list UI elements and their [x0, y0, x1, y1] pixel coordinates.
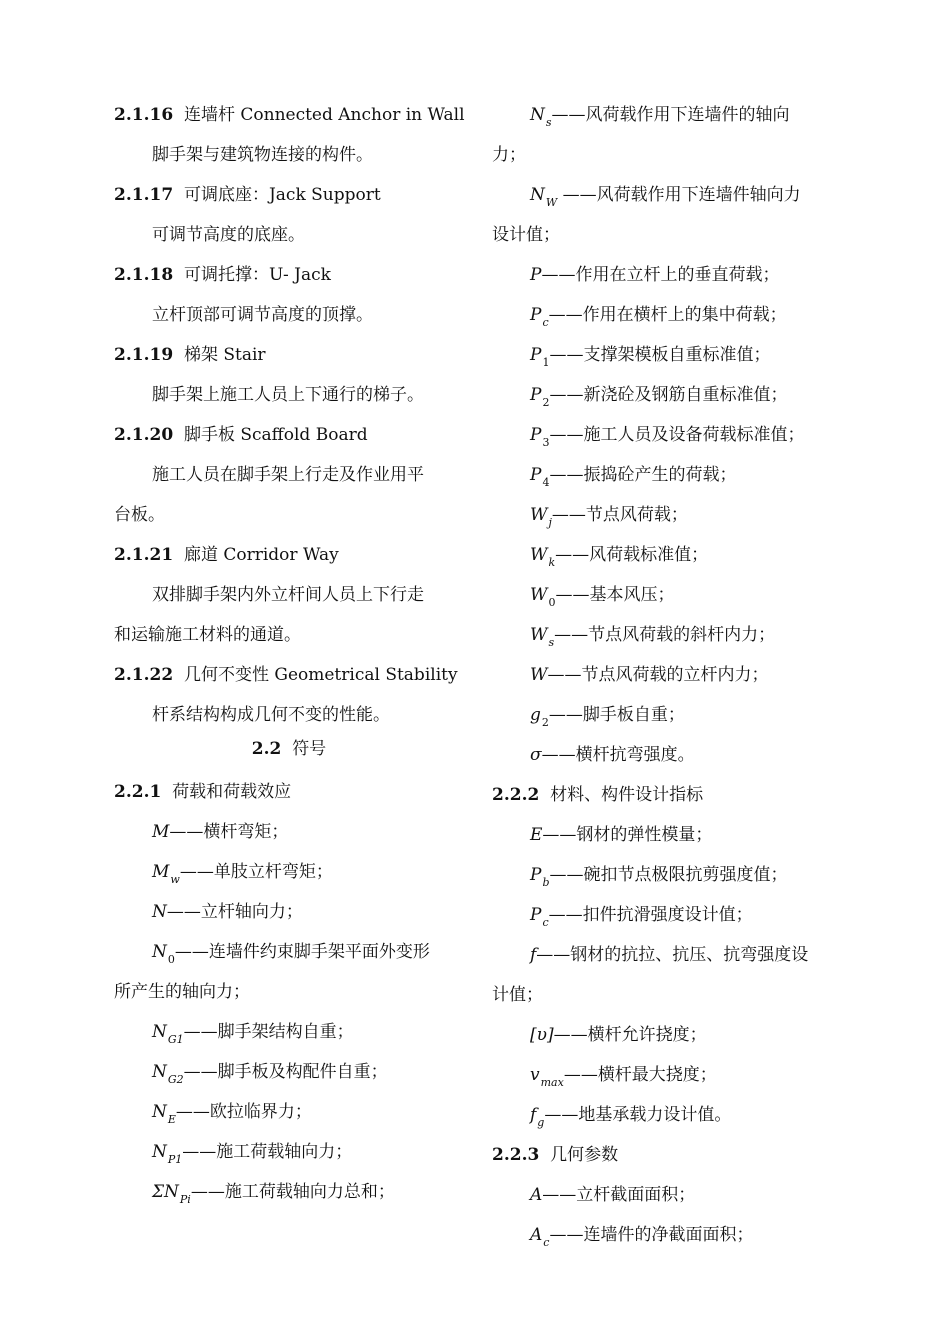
symbol-entry	[530, 384, 788, 409]
symbol-subscript: g	[537, 1116, 545, 1129]
symbol-definition: ——立杆轴向力；	[166, 902, 303, 922]
symbol-entry	[530, 344, 771, 369]
symbol-subscript: b	[542, 876, 550, 889]
symbol: W	[530, 665, 548, 685]
symbol-definition: ——脚手板自重；	[548, 705, 685, 725]
symbol-entry	[530, 464, 737, 489]
symbol-entry	[152, 1181, 395, 1206]
symbol-definition: ——地基承载力设计值。	[544, 1105, 732, 1125]
symbol-entry	[530, 864, 788, 889]
symbol-subscript: c	[542, 916, 549, 929]
symbol: E	[530, 825, 543, 845]
symbol-definition: ——风荷载标准值；	[555, 545, 709, 565]
symbol-definition: ——横杆最大挠度；	[563, 1065, 717, 1085]
symbol-definition: ——横杆抗弯强度。	[541, 745, 695, 765]
term-number: 2.1.22	[114, 665, 174, 685]
symbol: W	[530, 625, 548, 645]
symbol: N	[530, 185, 545, 205]
symbol: P	[530, 265, 542, 285]
symbol: W	[530, 545, 548, 565]
subsection-heading	[492, 1144, 618, 1166]
symbol-entry	[530, 664, 768, 686]
symbol-entry	[152, 861, 333, 886]
subsection-number: 2.2.1	[114, 782, 162, 802]
symbol-entry	[530, 1224, 754, 1249]
symbol-subscript: 4	[542, 476, 550, 489]
term-description: 施工人员在脚手架上行走及作业用平	[152, 465, 424, 485]
symbol-entry	[530, 264, 779, 286]
symbol-subscript: j	[548, 516, 552, 529]
term-description-cont: 和运输施工材料的通道。	[114, 625, 301, 645]
symbol: P	[530, 345, 542, 365]
symbol-entry	[152, 901, 303, 923]
term-title: 连墙杆 Connected Anchor in Wall	[183, 105, 465, 125]
symbol-entry	[152, 1101, 312, 1126]
term-description: 双排脚手架内外立杆间人员上下行走	[152, 585, 424, 605]
symbol-definition: ——横杆弯矩；	[169, 822, 289, 842]
symbol: [υ]	[530, 1025, 554, 1045]
symbol-subscript: w	[170, 873, 180, 886]
term-heading	[114, 264, 331, 286]
symbol-subscript: 0	[548, 596, 556, 609]
symbol: P	[530, 905, 542, 925]
term-description-cont: 台板。	[114, 505, 165, 525]
symbol-definition: ——施工荷载轴向力总和；	[190, 1182, 395, 1202]
term-heading	[114, 664, 458, 686]
symbol-entry	[530, 904, 753, 929]
symbol-definition: ——碗扣节点极限抗剪强度值；	[549, 865, 788, 885]
symbol: N	[152, 902, 167, 922]
symbol-definition: ——节点风荷载；	[551, 505, 688, 525]
symbol-definition: ——脚手板及构配件自重；	[183, 1062, 388, 1082]
symbol: A	[530, 1225, 543, 1245]
symbol-definition: ——节点风荷载的立杆内力；	[547, 665, 769, 685]
symbol-definition: ——连墙件约束脚手架平面外变形	[174, 942, 430, 962]
symbol-definition-cont: 设计值；	[492, 225, 560, 245]
symbol-entry	[152, 821, 288, 843]
symbol-definition: ——新浇砼及钢筋自重标准值；	[549, 385, 788, 405]
term-number: 2.1.20	[114, 425, 174, 445]
symbol-definition: ——扣件抗滑强度设计值；	[548, 905, 753, 925]
symbol-subscript: c	[542, 316, 549, 329]
subsection-title: 材料、构件设计指标	[550, 785, 704, 805]
symbol-definition: ——风荷载作用下连墙件的轴向	[551, 105, 790, 125]
symbol-definition: ——施工人员及设备荷载标准值；	[549, 425, 805, 445]
symbol-definition: ——立杆截面面积；	[542, 1185, 696, 1205]
symbol-definition: ——基本风压；	[555, 585, 675, 605]
term-heading	[114, 424, 368, 446]
symbol-definition-cont: 力；	[492, 145, 526, 165]
symbol-definition: ——欧拉临界力；	[175, 1102, 312, 1122]
symbol-subscript: s	[548, 636, 555, 649]
term-number: 2.1.16	[114, 105, 174, 125]
symbol-subscript: P1	[167, 1153, 183, 1166]
symbol: N	[152, 1062, 167, 1082]
symbol-entry	[152, 1021, 354, 1046]
symbol-definition: ——连墙件的净截面面积；	[549, 1225, 754, 1245]
section-heading	[114, 738, 464, 760]
symbol-definition: ——脚手架结构自重；	[183, 1022, 354, 1042]
symbol: M	[152, 862, 170, 882]
term-title: 几何不变性 Geometrical Stability	[183, 665, 458, 685]
term-description: 脚手架上施工人员上下通行的梯子。	[152, 385, 424, 405]
term-title: 可调底座：Jack Support	[183, 185, 381, 205]
term-description: 立杆顶部可调节高度的顶撑。	[152, 305, 373, 325]
symbol-definition: ——振捣砼产生的荷载；	[549, 465, 737, 485]
section-number: 2.2	[251, 739, 282, 759]
symbol-entry	[530, 1024, 707, 1046]
symbol-entry	[530, 184, 801, 209]
term-number: 2.1.17	[114, 185, 174, 205]
symbol-entry	[530, 1104, 732, 1129]
symbol-definition: ——钢材的弹性模量；	[542, 825, 713, 845]
symbol: P	[530, 385, 542, 405]
symbol-definition: ——风荷载作用下连墙件轴向力	[557, 185, 801, 205]
symbol: f	[530, 945, 537, 965]
symbol-entry	[530, 704, 685, 729]
term-title: 脚手板 Scaffold Board	[183, 425, 368, 445]
term-number: 2.1.21	[114, 545, 174, 565]
symbol-entry	[530, 744, 695, 766]
symbol-entry	[530, 544, 709, 569]
symbol: v	[530, 1065, 540, 1085]
symbol-subscript: k	[548, 556, 556, 569]
subsection-number: 2.2.2	[492, 785, 540, 805]
symbol-subscript: E	[167, 1113, 176, 1126]
symbol: P	[530, 865, 542, 885]
symbol: g	[530, 705, 541, 725]
symbol: N	[152, 942, 167, 962]
symbol-entry	[530, 424, 805, 449]
symbol-entry	[530, 104, 790, 129]
symbol-subscript: 1	[542, 356, 550, 369]
term-heading	[114, 544, 339, 566]
symbol-subscript: 2	[542, 396, 550, 409]
symbol-definition: ——钢材的抗拉、抗压、抗弯强度设	[536, 945, 809, 965]
term-number: 2.1.18	[114, 265, 174, 285]
symbol-definition: ——单肢立杆弯矩；	[179, 862, 333, 882]
symbol-entry	[152, 1141, 353, 1166]
symbol-subscript: G1	[167, 1033, 184, 1046]
symbol-definition: ——作用在立杆上的垂直荷载；	[541, 265, 780, 285]
section-title: 符号	[292, 739, 327, 759]
term-heading	[114, 184, 381, 206]
symbol: P	[530, 425, 542, 445]
symbol: N	[152, 1142, 167, 1162]
symbol-definition: ——节点风荷载的斜杆内力；	[554, 625, 776, 645]
symbol-subscript: G2	[167, 1073, 184, 1086]
symbol-entry	[530, 944, 808, 966]
symbol: N	[152, 1102, 167, 1122]
term-description: 可调节高度的底座。	[152, 225, 305, 245]
symbol-definition: ——作用在横杆上的集中荷载；	[548, 305, 787, 325]
symbol: W	[530, 505, 548, 525]
symbol-subscript: 0	[167, 953, 175, 966]
term-heading	[114, 104, 465, 126]
symbol-subscript: 2	[541, 716, 549, 729]
symbol-subscript: max	[540, 1076, 564, 1089]
symbol: N	[152, 1022, 167, 1042]
symbol-subscript: Pi	[179, 1193, 191, 1206]
term-description: 杆系结构构成几何不变的性能。	[152, 705, 390, 725]
symbol-entry	[152, 1061, 388, 1086]
symbol-entry	[530, 624, 776, 649]
term-title: 梯架 Stair	[183, 345, 266, 365]
symbol: M	[152, 822, 170, 842]
term-title: 廊道 Corridor Way	[183, 545, 339, 565]
subsection-heading	[492, 784, 703, 806]
symbol: σ	[530, 745, 542, 765]
term-title: 可调托撑：U- Jack	[183, 265, 331, 285]
symbol-definition: ——横杆允许挠度；	[553, 1025, 707, 1045]
symbol: P	[530, 465, 542, 485]
symbol: A	[530, 1185, 543, 1205]
symbol-entry	[530, 824, 712, 846]
symbol: P	[530, 305, 542, 325]
symbol-subscript: W	[545, 196, 558, 209]
term-description: 脚手架与建筑物连接的构件。	[152, 145, 373, 165]
symbol-entry	[530, 1064, 717, 1089]
subsection-heading	[114, 781, 291, 803]
symbol-entry	[530, 584, 675, 609]
subsection-title: 几何参数	[550, 1145, 619, 1165]
symbol: f	[530, 1105, 537, 1125]
symbol-definition: ——支撑架模板自重标准值；	[549, 345, 771, 365]
term-heading	[114, 344, 266, 366]
symbol-subscript: 3	[542, 436, 550, 449]
term-number: 2.1.19	[114, 345, 174, 365]
subsection-title: 荷载和荷载效应	[172, 782, 292, 802]
symbol-entry	[530, 1184, 695, 1206]
symbol-subscript: s	[545, 116, 552, 129]
symbol-entry	[152, 941, 430, 966]
symbol-entry	[530, 504, 688, 529]
symbol-definition: ——施工荷载轴向力；	[182, 1142, 353, 1162]
symbol-subscript: c	[543, 1236, 550, 1249]
subsection-number: 2.2.3	[492, 1145, 540, 1165]
symbol-definition-cont: 所产生的轴向力；	[114, 982, 250, 1002]
symbol: N	[530, 105, 545, 125]
symbol: W	[530, 585, 548, 605]
symbol-entry	[530, 304, 787, 329]
symbol-definition-cont: 计值；	[492, 985, 543, 1005]
symbol: ΣN	[152, 1182, 179, 1202]
